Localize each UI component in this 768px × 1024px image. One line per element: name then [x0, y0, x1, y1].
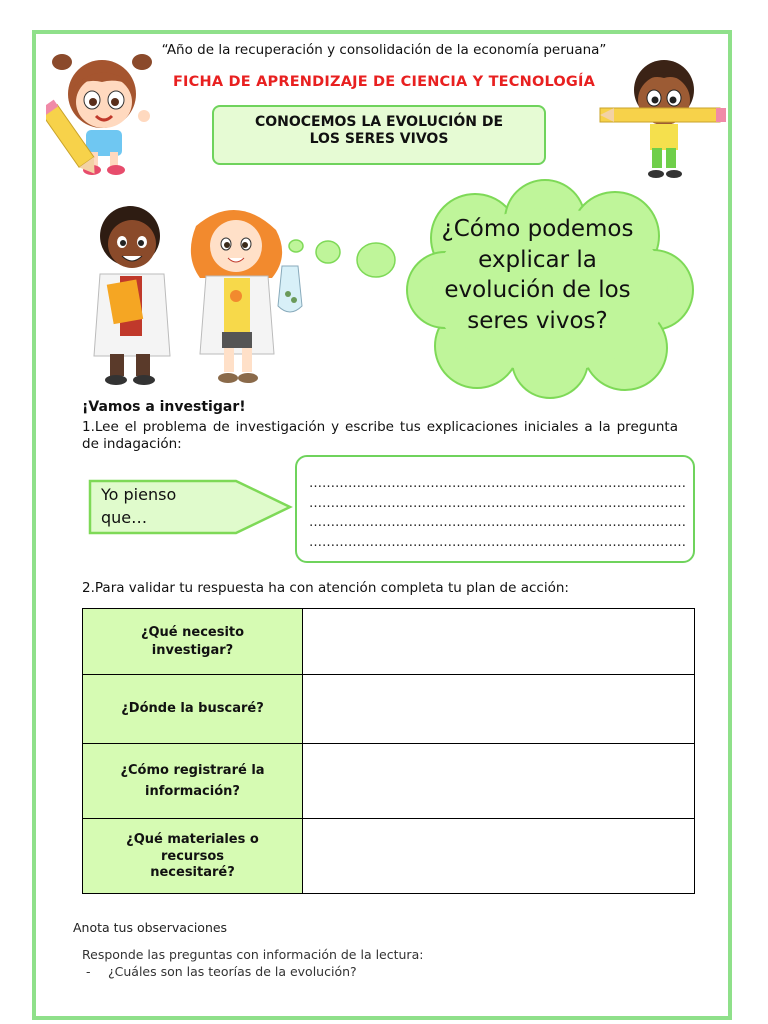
plan-question-cell: [83, 744, 303, 819]
plan-question-cell: [83, 609, 303, 675]
year-motto: “Año de la recuperación y consolidación de la economía peruana”: [161, 42, 607, 58]
bullet-question: [86, 964, 357, 979]
plan-question-text: recursos: [160, 848, 224, 864]
plan-question-text: investigar?: [151, 642, 234, 658]
plan-question-cell: [83, 675, 303, 744]
answer-line: ……………………………………………………………………………: [309, 476, 686, 491]
plan-question-text: ¿Dónde la buscaré?: [121, 701, 264, 716]
table-row: [83, 675, 695, 744]
initial-explanation-box[interactable]: [295, 455, 695, 563]
topic-line-2: LOS SERES VIVOS: [309, 131, 449, 147]
answer-line: ……………………………………………………………………………: [309, 515, 686, 530]
plan-answer-cell[interactable]: [303, 744, 695, 819]
plan-question-text: necesitaré?: [150, 864, 235, 880]
plan-answer-cell[interactable]: [303, 675, 695, 744]
answer-line: ……………………………………………………………………………: [309, 495, 686, 511]
instruction-1: 1.Lee el problema de investigación y escribe tus explicaciones iniciales a la pregunta de indagación:: [82, 419, 678, 452]
section-heading: ¡Vamos a investigar!: [82, 399, 246, 415]
table-row: [83, 609, 695, 675]
respond-instruction: Responde las preguntas con información de la lectura:: [82, 947, 424, 962]
thought-bubbles-icon: [286, 236, 406, 282]
topic-box: [212, 105, 546, 165]
plan-answer-cell[interactable]: [303, 609, 695, 675]
table-row: [83, 744, 695, 819]
kid-scientists-icon: [76, 196, 316, 388]
worksheet-title: FICHA DE APRENDIZAJE DE CIENCIA Y TECNOLOGÍA: [172, 74, 596, 90]
action-plan-table: [82, 608, 695, 894]
topic-line-1: CONOCEMOS LA EVOLUCIÓN DE: [254, 114, 504, 130]
observations-label: Anota tus observaciones: [73, 920, 228, 935]
plan-question-text: información?: [145, 783, 240, 799]
girl-pencil-icon: [46, 48, 158, 176]
plan-answer-cell[interactable]: [303, 819, 695, 894]
bullet-question-text: ¿Cuáles son las teorías de la evolución?: [108, 964, 357, 979]
inquiry-question: ¿Cómo podemos explicar la evolución de los seres vivos?: [441, 216, 634, 334]
plan-question-text: ¿Cómo registraré la: [120, 762, 265, 778]
arrow-label: Yo pienso que…: [101, 485, 177, 527]
plan-question-text: ¿Qué materiales o: [126, 831, 259, 847]
boy-pencil-icon: [598, 48, 730, 182]
table-row: [83, 819, 695, 894]
instruction-2: 2.Para validar tu respuesta ha con atención completa tu plan de acción:: [82, 580, 569, 596]
plan-question-text: ¿Qué necesito: [140, 624, 245, 640]
plan-question-cell: [83, 819, 303, 894]
answer-line: ……………………………………………………………………………: [309, 534, 686, 550]
bullet-dash: -: [86, 964, 91, 979]
